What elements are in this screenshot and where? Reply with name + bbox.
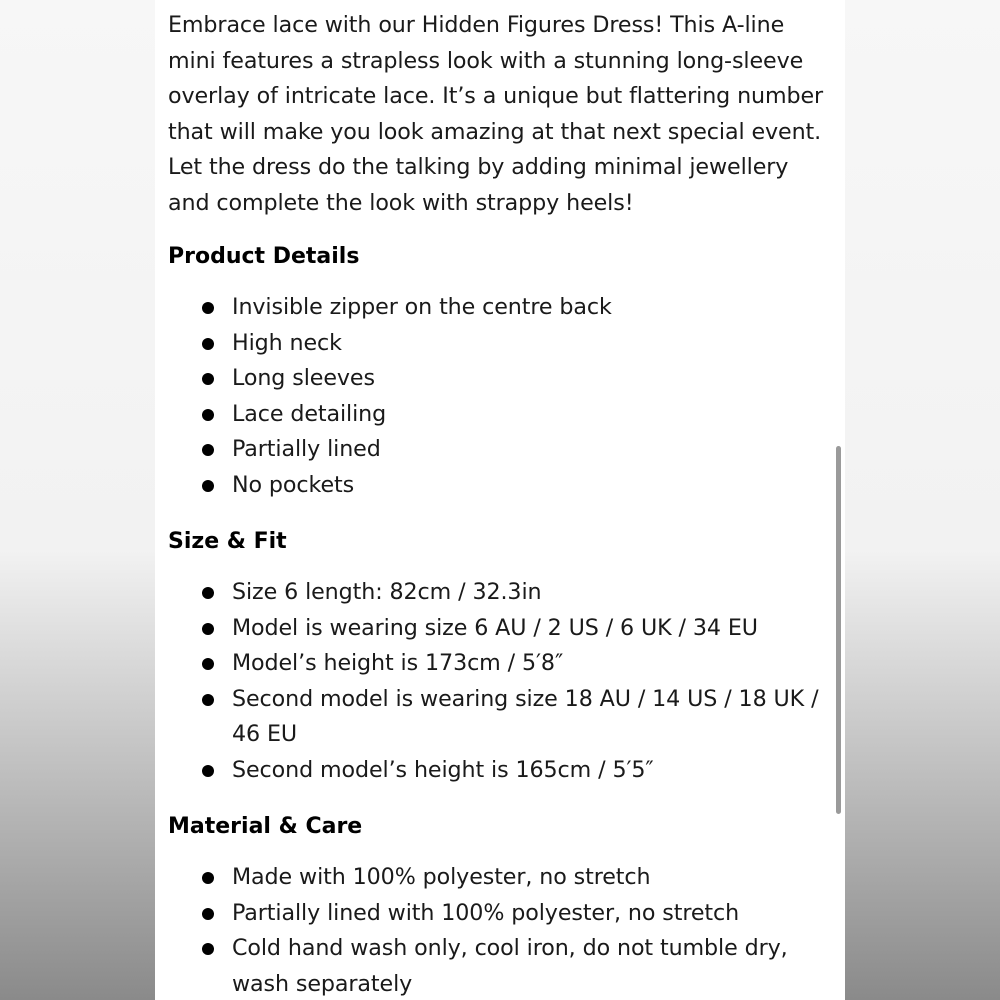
size-fit-heading: Size & Fit (168, 529, 287, 554)
vertical-scrollbar[interactable] (836, 446, 842, 814)
product-details-heading: Product Details (168, 244, 360, 269)
bullet-icon (202, 943, 214, 955)
bullet-icon (202, 587, 214, 599)
list-item-text: Made with 100% polyester, no stretch (232, 864, 651, 890)
bullet-icon (202, 302, 214, 314)
list-item (168, 753, 836, 789)
bullet-icon (202, 444, 214, 456)
bullet-icon (202, 338, 214, 350)
list-item-text: No pockets (232, 471, 355, 498)
list-item (168, 432, 836, 468)
list-item (168, 326, 836, 362)
list-item (168, 896, 836, 932)
list-item-text: High neck (232, 329, 342, 356)
scrollbar-thumb[interactable] (836, 446, 841, 814)
list-item-text: Size 6 length: 82cm / 32.3in (232, 579, 542, 605)
bullet-icon (202, 480, 214, 492)
list-item (168, 361, 836, 397)
list-item-text: Model’s height is 173cm / 5′8″ (232, 650, 564, 676)
bullet-icon (202, 409, 214, 421)
list-item (168, 290, 836, 326)
list-item (168, 468, 836, 504)
size-fit-list (168, 575, 836, 788)
bullet-icon (202, 658, 214, 670)
bullet-icon (202, 623, 214, 635)
list-item (168, 646, 836, 682)
bullet-icon (202, 373, 214, 385)
bullet-icon (202, 694, 214, 706)
list-item (168, 397, 836, 433)
bullet-icon (202, 765, 214, 777)
list-item (168, 860, 836, 896)
list-item-text: Long sleeves (232, 365, 375, 391)
material-care-heading: Material & Care (168, 814, 363, 839)
product-description-page (155, 0, 845, 1000)
list-item-text: Second model is wearing size 18 AU / 14 US / 18 UK / 46 EU (232, 685, 819, 747)
list-item (168, 931, 836, 1000)
list-item-text: Invisible zipper on the centre back (232, 294, 612, 320)
bullet-icon (202, 908, 214, 920)
list-item-text: Partially lined with 100% polyester, no stretch (232, 899, 740, 926)
list-item-text: Partially lined (232, 436, 381, 462)
list-item-text: Second model’s height is 165cm / 5′5″ (232, 756, 654, 783)
list-item-text: Model is wearing size 6 AU / 2 US / 6 UK / 34 EU (232, 614, 758, 641)
list-item (168, 682, 836, 753)
list-item-text: Lace detailing (232, 400, 387, 427)
product-description-content (168, 8, 836, 1000)
bullet-icon (202, 872, 214, 884)
material-care-list (168, 860, 836, 1000)
list-item (168, 575, 836, 611)
list-item (168, 611, 836, 647)
product-details-list (168, 290, 836, 503)
product-intro-text: Embrace lace with our Hidden Figures Dress! This A-line mini features a strapless look with a stunning long-sleeve overlay of intricate lace. It’s a unique but flattering number that will make you look amazing at that next special event. Let the dress do the talking by adding minimal jewellery and complete the look with strappy heels! (168, 12, 824, 216)
list-item-text: Cold hand wash only, cool iron, do not tumble dry, wash separately (232, 935, 788, 997)
